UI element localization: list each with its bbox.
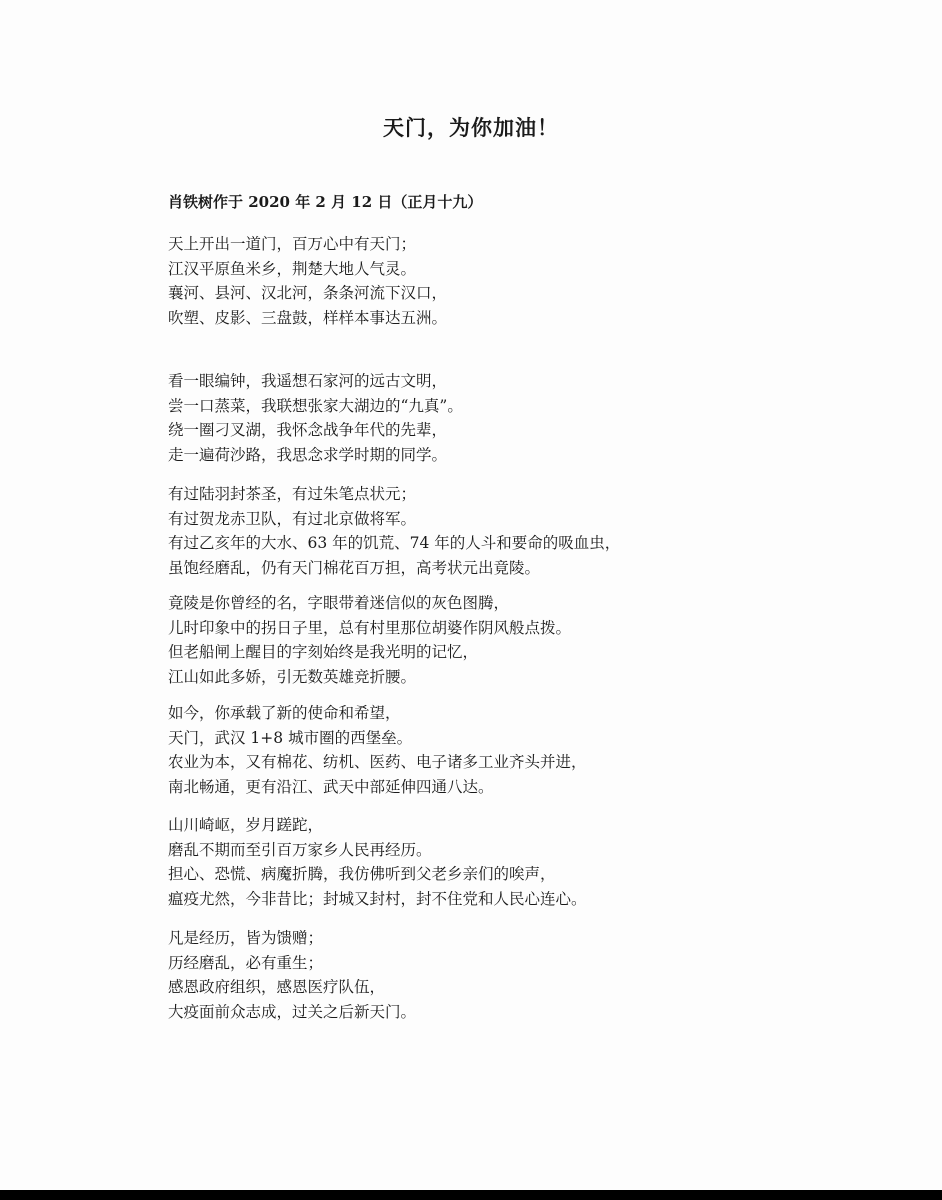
stanza [168,813,587,911]
poem-line: 江汉平原鱼米乡，荆楚大地人气灵。 [168,259,417,278]
poem-line: 襄河、县河、汉北河，条条河流下汉口， [168,284,448,302]
poem-line: 天上开出一道门，百万心中有天门； [168,235,417,253]
stanza [168,369,463,467]
poem-line: 感恩政府组织，感恩医疗队伍， [168,978,386,996]
poem-line: 但老船闸上醒目的字刻始终是我光明的记忆， [168,643,479,661]
poem-line: 走一遍荷沙路，我思念求学时期的同学。 [168,445,448,464]
poem-line: 有过陆羽封茶圣，有过朱笔点状元； [168,485,417,503]
poem-line: 南北畅通，更有沿江、武天中部延伸四通八达。 [168,777,494,796]
poem-byline: 肖铁树作于 2020 年 2 月 12 日（正月十九） [168,193,483,211]
poem-line: 如今，你承载了新的使命和希望， [168,704,401,722]
poem-line: 历经磨乱，必有重生； [168,953,324,972]
stanza [168,232,447,330]
poem-line: 尝一口蒸菜，我联想张家大湖边的“九真”。 [168,396,463,415]
poem-line: 竟陵是你曾经的名，字眼带着迷信似的灰色图腾， [168,594,510,612]
stanza [168,591,571,689]
stanza [168,701,587,799]
scan-bottom-border [0,1190,942,1200]
poem-line: 江山如此多娇，引无数英雄竞折腰。 [168,667,417,686]
poem-line: 有过贺龙赤卫队，有过北京做将军。 [168,509,417,528]
stanza [168,926,416,1024]
poem-line: 绕一圈刁叉湖，我怀念战争年代的先辈， [168,421,448,439]
poem-line: 有过乙亥年的大水、63 年的饥荒、74 年的人斗和要命的吸血虫， [168,534,621,552]
poem-line: 天门，武汉 1+8 城市圈的西堡垒。 [168,728,413,747]
poem-line: 儿时印象中的拐日子里，总有村里那位胡婆作阴风般点拨。 [168,618,572,637]
poem-line: 担心、恐慌、病魔折腾，我仿佛听到父老乡亲们的唉声， [168,865,556,883]
poem-title: 天门，为你加油！ [383,115,559,140]
stanza [168,482,620,580]
poem-line: 山川崎岖，岁月蹉跎， [168,816,324,834]
poem-line: 瘟疫尤然，今非昔比；封城又封村，封不住党和人民心连心。 [168,889,587,908]
poem-line: 磨乱不期而至引百万家乡人民再经历。 [168,840,432,859]
poem-line: 农业为本，又有棉花、纺机、医药、电子诸多工业齐头并进， [168,753,587,771]
poem-line: 凡是经历，皆为馈赠； [168,929,324,947]
poem-line: 看一眼编钟，我遥想石家河的远古文明， [168,372,448,390]
poem-line: 虽饱经磨乱，仍有天门棉花百万担，高考状元出竟陵。 [168,558,541,577]
poem-line: 吹塑、皮影、三盘鼓，样样本事达五洲。 [168,308,448,327]
poem-line: 大疫面前众志成，过关之后新天门。 [168,1002,417,1021]
